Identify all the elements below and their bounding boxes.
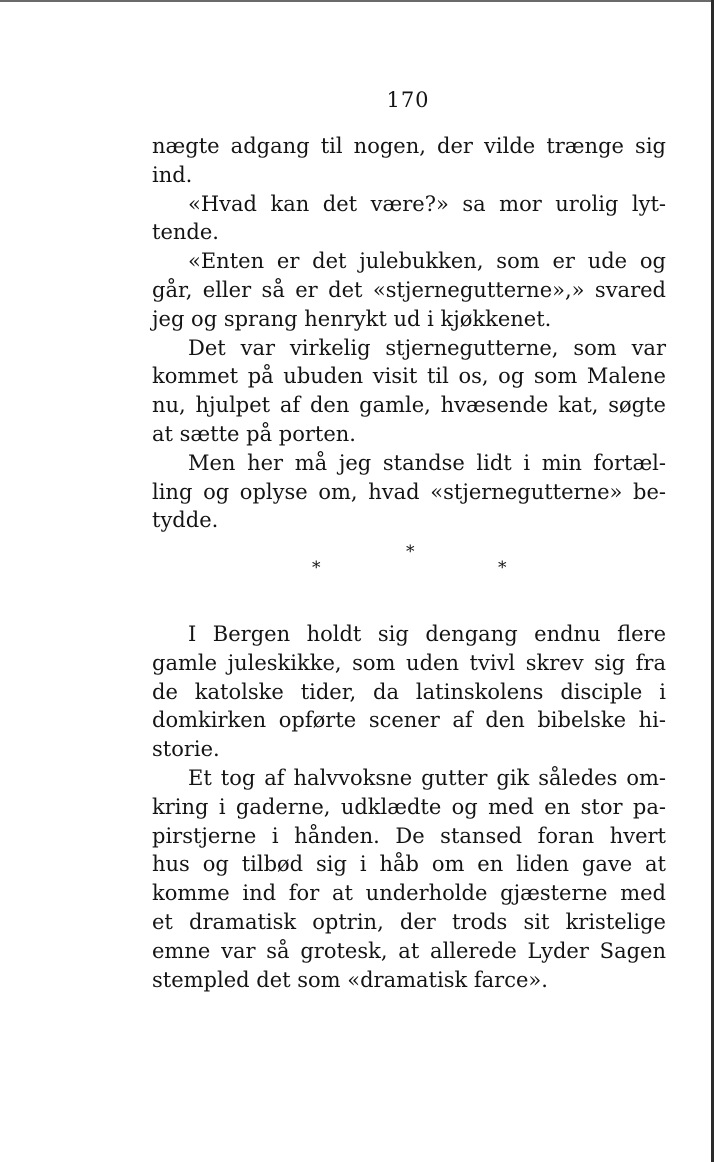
text-line: Et tog af halvvoksne gutter gik således om- xyxy=(188,765,666,790)
separator-star-right: * xyxy=(498,558,507,578)
text-line: Det var virkelig stjernegutterne, som var xyxy=(188,335,666,360)
text-line: nu, hjulpet af den gamle, hvæsende kat, søgte xyxy=(152,393,666,418)
text-line: at sætte på porten. xyxy=(152,421,356,446)
page-top-edge xyxy=(0,0,714,2)
text-line: nægte adgang til nogen, der vilde trænge sig xyxy=(152,134,666,158)
text-line: komme ind for at underholde gjæsterne med xyxy=(152,881,666,906)
text-line: de katolske tider, da latinskolens disciple i xyxy=(152,679,666,704)
text-line: «Hvad kan det være?» sa mor urolig lyt- xyxy=(188,191,666,216)
text-line: Men her må jeg standse lidt i min fortæl- xyxy=(188,450,666,475)
separator-star-left: * xyxy=(312,558,321,578)
text-line: stempled det som «dramatisk farce». xyxy=(152,967,548,992)
page-number: 170 xyxy=(386,88,430,112)
text-line: tydde. xyxy=(152,508,219,533)
text-line: kommet på ubuden visit til os, og som Malene xyxy=(152,364,666,389)
text-line: hus og tilbød sig i håb om en liden gave at xyxy=(152,852,666,877)
separator-star-top: * xyxy=(406,542,415,562)
text-line: tende. xyxy=(152,220,219,245)
text-line: «Enten er det julebukken, som er ude og xyxy=(188,249,666,274)
text-line: går, eller så er det «stjernegutterne»,» svared xyxy=(152,277,666,302)
text-line: domkirken opførte scener af den bibelske hi- xyxy=(152,708,666,733)
text-line: jeg og sprang henrykt ud i kjøkkenet. xyxy=(152,306,552,331)
section-separator xyxy=(300,540,520,580)
text-line: gamle juleskikke, som uden tvivl skrev sig fra xyxy=(152,650,666,675)
text-line: emne var så grotesk, at allerede Lyder Sagen xyxy=(152,938,666,963)
text-line: ling og oplyse om, hvad «stjernegutterne» be- xyxy=(152,479,666,504)
text-line: kring i gaderne, udklædte og med en stor pa- xyxy=(152,794,666,819)
text-line: ind. xyxy=(152,162,193,187)
text-line: storie. xyxy=(152,737,220,762)
text-line: pirstjerne i hånden. De stansed foran hvert xyxy=(152,823,666,848)
text-line: et dramatisk optrin, der trods sit kristelige xyxy=(152,909,666,934)
paragraph-block-upper xyxy=(152,132,666,535)
paragraph-block-lower xyxy=(152,620,666,994)
text-line: I Bergen holdt sig dengang endnu flere xyxy=(188,622,666,646)
